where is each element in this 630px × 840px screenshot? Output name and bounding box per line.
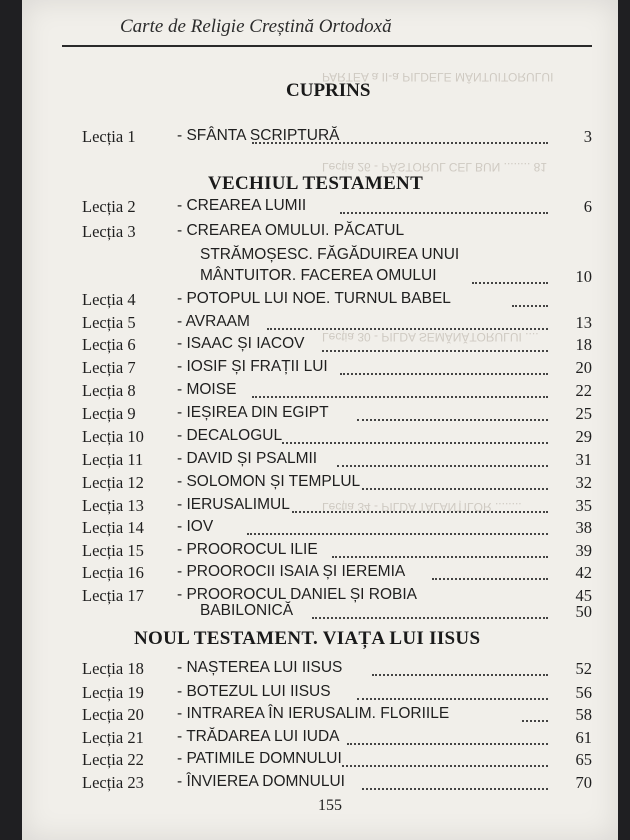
toc-entry [82, 496, 592, 518]
toc-lesson-label: Lecția 13 [82, 496, 144, 515]
toc-lesson-label: Lecția 16 [82, 563, 144, 582]
contents-heading: CUPRINS [286, 80, 371, 101]
toc-page-number: 61 [575, 728, 592, 747]
toc-entry [82, 381, 592, 403]
toc-lesson-title: - IERUSALIMUL [177, 496, 290, 513]
toc-lesson-label: Lecția 7 [82, 358, 136, 377]
toc-lesson-label: Lecția 20 [82, 705, 144, 724]
toc-entry [82, 358, 592, 380]
toc-lesson-title: - INTRAREA ÎN IERUSALIM. FLORIILE [177, 705, 450, 722]
toc-lesson-label: Lecția 1 [82, 127, 136, 146]
toc-dot-leader [512, 303, 548, 307]
toc-page-number: 42 [575, 563, 592, 582]
toc-lesson-title: - PROOROCII ISAIA ȘI IEREMIA [177, 563, 406, 580]
toc-lesson-title: - DAVID ȘI PSALMII [177, 450, 318, 467]
toc-page-number: 32 [575, 473, 592, 492]
toc-entry [82, 683, 592, 705]
toc-page-number: 56 [575, 683, 592, 702]
toc-lesson-title: - PROOROCUL ILIE [177, 541, 318, 558]
toc-entry [82, 473, 592, 495]
toc-dot-leader [247, 531, 548, 535]
toc-dot-leader [432, 576, 548, 580]
toc-dot-leader [522, 718, 548, 722]
toc-dot-leader [337, 463, 548, 467]
toc-entry [82, 563, 592, 585]
toc-entry [82, 246, 592, 268]
toc-page-number: 6 [583, 197, 592, 216]
toc-page-number: 35 [575, 496, 592, 515]
toc-page-number: 10 [575, 267, 592, 286]
toc-entry [82, 290, 592, 312]
toc-page-number: 31 [575, 450, 592, 469]
toc-page-number: 39 [575, 541, 592, 560]
book-page [22, 0, 618, 840]
toc-entry [82, 518, 592, 540]
toc-dot-leader [347, 741, 548, 745]
toc-dot-leader [342, 763, 548, 767]
toc-entry [82, 602, 592, 624]
toc-entry [82, 313, 592, 335]
toc-dot-leader [332, 554, 548, 558]
bleed-through-text: Lecția 30 - PILDA SEMĂNĂTORULUI .... [322, 330, 539, 344]
toc-lesson-label: Lecția 21 [82, 728, 144, 747]
toc-dot-leader [292, 509, 548, 513]
toc-dot-leader [362, 486, 548, 490]
toc-lesson-label: Lecția 8 [82, 381, 136, 400]
toc-page-number: 45 [575, 586, 592, 605]
toc-lesson-label: Lecția 18 [82, 659, 144, 678]
toc-lesson-title: MÂNTUITOR. FACEREA OMULUI [200, 267, 437, 284]
toc-entry [82, 728, 592, 750]
toc-page-number: 20 [575, 358, 592, 377]
toc-entry [82, 705, 592, 727]
toc-dot-leader [322, 348, 548, 352]
toc-dot-leader [267, 326, 548, 330]
toc-lesson-title: - POTOPUL LUI NOE. TURNUL BABEL [177, 290, 451, 307]
toc-lesson-title: BABILONICĂ [200, 602, 294, 619]
toc-lesson-title: - AVRAAM [177, 313, 250, 330]
toc-lesson-title: - ÎNVIEREA DOMNULUI [177, 773, 345, 790]
toc-lesson-title: - NAȘTEREA LUI IISUS [177, 659, 343, 676]
toc-lesson-title: - CREAREA LUMII [177, 197, 307, 214]
toc-lesson-label: Lecția 23 [82, 773, 144, 792]
toc-lesson-title: - PATIMILE DOMNULUI [177, 750, 342, 767]
toc-page-number: 22 [575, 381, 592, 400]
toc-dot-leader [252, 394, 548, 398]
bleed-through-text: Lecția 34 - PILDA TALANȚILOR ........ [322, 500, 522, 514]
toc-entry [82, 541, 592, 563]
toc-entry [82, 222, 592, 244]
toc-page-number: 13 [575, 313, 592, 332]
toc-dot-leader [312, 615, 548, 619]
toc-lesson-label: Lecția 12 [82, 473, 144, 492]
toc-page-number: 50 [575, 602, 592, 621]
toc-lesson-label: Lecția 6 [82, 335, 136, 354]
bleed-through-text: Lecția 26 - PĂSTORUL CEL BUN ........ 81 [322, 160, 547, 174]
new-testament-heading: NOUL TESTAMENT. VIAȚA LUI IISUS [134, 628, 481, 649]
toc-dot-leader [282, 440, 548, 444]
toc-page-number: 52 [575, 659, 592, 678]
toc-lesson-title: - SFÂNTA SCRIPTURĂ [177, 127, 340, 144]
toc-dot-leader [357, 417, 548, 421]
toc-lesson-title: - IOV [177, 518, 214, 535]
toc-lesson-title: - ISAAC ȘI IACOV [177, 335, 305, 352]
toc-lesson-title: - CREAREA OMULUI. PĂCATUL [177, 222, 405, 239]
toc-entry [82, 750, 592, 772]
toc-lesson-title: - PROOROCUL DANIEL ȘI ROBIA [177, 586, 418, 603]
toc-lesson-label: Lecția 14 [82, 518, 144, 537]
page-number: 155 [318, 797, 342, 814]
toc-lesson-title: - IEȘIREA DIN EGIPT [177, 404, 329, 421]
toc-lesson-label: Lecția 4 [82, 290, 136, 309]
toc-entry [82, 773, 592, 795]
toc-dot-leader [472, 280, 548, 284]
toc-dot-leader [340, 371, 548, 375]
toc-lesson-title: STRĂMOȘESC. FĂGĂDUIREA UNUI [200, 246, 460, 263]
toc-entry [82, 127, 592, 149]
toc-page-number: 70 [575, 773, 592, 792]
bleed-through-text: PARTEA a II-a PILDELE MÂNTUITORULUI [322, 70, 554, 84]
toc-lesson-title: - DECALOGUL [177, 427, 283, 444]
toc-dot-leader [252, 140, 548, 144]
toc-entry [82, 267, 592, 289]
toc-lesson-label: Lecția 3 [82, 222, 136, 241]
toc-entry [82, 197, 592, 219]
toc-dot-leader [362, 786, 548, 790]
toc-lesson-title: - TRĂDAREA LUI IUDA [177, 728, 340, 745]
toc-lesson-title: - MOISE [177, 381, 237, 398]
toc-page-number: 38 [575, 518, 592, 537]
toc-entry [82, 450, 592, 472]
toc-lesson-label: Lecția 11 [82, 450, 144, 469]
toc-page-number: 58 [575, 705, 592, 724]
toc-page-number: 18 [575, 335, 592, 354]
toc-lesson-label: Lecția 2 [82, 197, 136, 216]
toc-page-number: 25 [575, 404, 592, 423]
toc-lesson-title: - IOSIF ȘI FRAȚII LUI [177, 358, 328, 375]
toc-entry [82, 404, 592, 426]
toc-lesson-title: - SOLOMON ȘI TEMPLUL [177, 473, 361, 490]
toc-lesson-label: Lecția 22 [82, 750, 144, 769]
header-rule [62, 45, 592, 47]
toc-lesson-label: Lecția 17 [82, 586, 144, 605]
toc-lesson-label: Lecția 5 [82, 313, 136, 332]
toc-page-number: 3 [583, 127, 592, 146]
toc-entry [82, 659, 592, 681]
toc-lesson-label: Lecția 10 [82, 427, 144, 446]
toc-dot-leader [357, 696, 548, 700]
toc-entry [82, 335, 592, 357]
toc-page-number: 29 [575, 427, 592, 446]
toc-entry [82, 427, 592, 449]
toc-dot-leader [340, 210, 548, 214]
toc-lesson-label: Lecția 15 [82, 541, 144, 560]
toc-lesson-label: Lecția 19 [82, 683, 144, 702]
toc-lesson-title: - BOTEZUL LUI IISUS [177, 683, 331, 700]
running-head: Carte de Religie Creștină Ortodoxă [120, 16, 392, 37]
toc-dot-leader [372, 672, 548, 676]
old-testament-heading: VECHIUL TESTAMENT [208, 173, 424, 194]
toc-lesson-label: Lecția 9 [82, 404, 136, 423]
toc-page-number: 65 [575, 750, 592, 769]
